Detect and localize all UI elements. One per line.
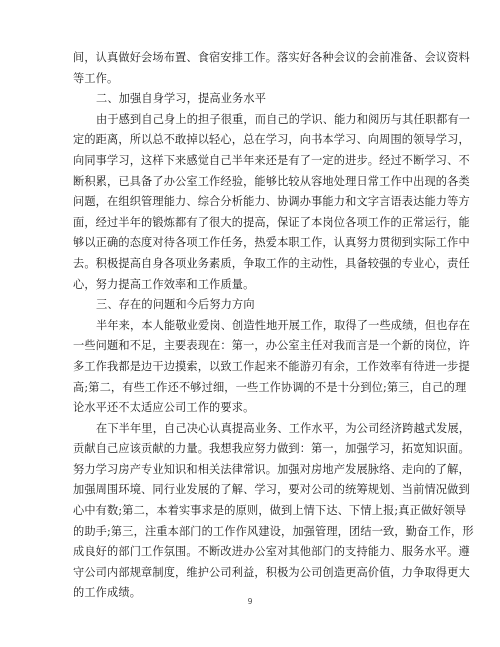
text-line: 的工作成绩。 (73, 586, 142, 600)
text-line: 贡献自己应该贡献的力量。我想我应努力做到：第一，加强学习，拓宽知识面。 (73, 442, 470, 456)
text-line: 够以正确的态度对待各项工作任务，热爱本职工作，认真努力贯彻到实际工作中 (73, 236, 470, 250)
page-number: 9 (247, 597, 253, 606)
text-line: 定的距离，所以总不敢掉以轻心，总在学习，向书本学习、向周围的领导学习， (73, 133, 470, 147)
paragraph (73, 316, 471, 419)
section-heading (73, 295, 428, 316)
text-line: 由于感到自己身上的担子很重，而自己的学识、能力和阅历与其任职都有一 (96, 112, 471, 126)
paragraph (73, 419, 474, 604)
text-line: 半年来，本人能敬业爱岗、创造性地开展工作，取得了一些成绩，但也存在 (96, 318, 471, 332)
text-line: 多工作我都是边干边摸索，以致工作起来不能游刃有余，工作效率有待进一步提 (73, 359, 470, 373)
text-line: 成良好的部门工作氛围。不断改进办公室对其他部门的支持能力、服务水平。遵 (73, 545, 470, 559)
heading-text: 二、加强自身学习，提高业务水平 (96, 92, 267, 106)
text-line: 心中有数;第二，本着实事求是的原则，做到上情下达、下情上报;真正做好领导 (73, 504, 467, 518)
text-line: 在下半年里，自己决心认真提高业务、工作水平，为公司经济跨越式发展， (96, 421, 471, 435)
text-line: 加强周围环境、同行业发展的了解、学习，要对公司的统筹规划、当前情况做到 (73, 483, 470, 497)
text-line: 的助手;第三，注重本部门的工作作风建设，加强管理，团结一致，勤奋工作，形 (73, 524, 474, 538)
text-line: 心，努力提高工作效率和工作质量。 (73, 277, 255, 291)
text-line: 守公司内部规章制度，维护公司利益，积极为公司创造更高价值，力争取得更大 (73, 565, 470, 579)
paragraph (73, 110, 471, 295)
heading-text: 三、存在的问题和今后努力方向 (96, 298, 255, 312)
document-body (73, 48, 474, 604)
text-line: 高;第二，有些工作还不够过细，一些工作协调的不是十分到位;第三，自己的理 (73, 380, 467, 394)
text-line: 等工作。 (73, 71, 119, 85)
text-line: 去。积极提高自身各项业务素质，争取工作的主动性，具备较强的专业心，责任 (73, 256, 470, 270)
text-line: 面，经过半年的锻炼都有了很大的提高，保证了本岗位各项工作的正常运行，能 (73, 215, 470, 229)
paragraph (73, 48, 470, 89)
text-line: 努力学习房产专业知识和相关法律常识。加强对房地产发展脉络、走向的了解， (73, 462, 470, 476)
text-line: 向同事学习，这样下来感觉自己半年来还是有了一定的进步。经过不断学习、不 (73, 153, 470, 167)
text-line: 论水平还不太适应公司工作的要求。 (73, 401, 255, 415)
section-heading (73, 89, 428, 110)
text-line: 间，认真做好会场布置、食宿安排工作。落实好各种会议的会前准备、会议资料 (73, 51, 470, 64)
text-line: 问题，在组织管理能力、综合分析能力、协调办事能力和文字言语表达能力等方 (73, 195, 470, 209)
text-line: 断积累，已具备了办公室工作经验，能够比较从容地处理日常工作中出现的各类 (73, 174, 470, 188)
text-line: 一些问题和不足，主要表现在：第一，办公室主任对我而言是一个新的岗位，许 (73, 339, 470, 353)
